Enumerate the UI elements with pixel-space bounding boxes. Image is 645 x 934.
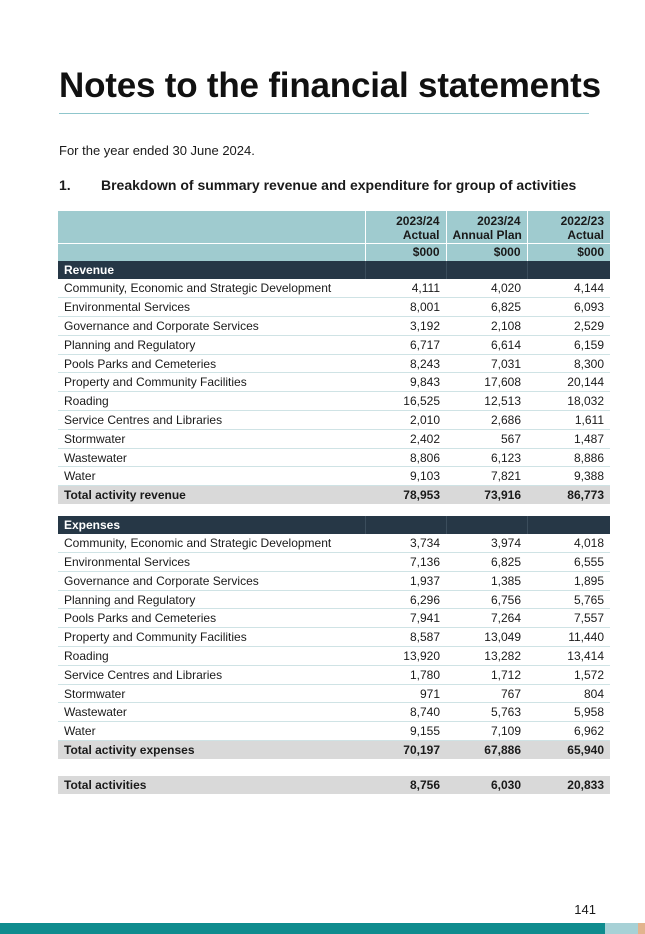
section-heading [59,177,576,193]
row-label: Pools Parks and Cemeteries [58,354,365,373]
row-label: Wastewater [58,703,365,722]
row-label: Roading [58,647,365,666]
table-row [58,571,610,590]
value-plan-2023-24: 6,123 [446,448,527,467]
row-label: Property and Community Facilities [58,373,365,392]
row-label: Pools Parks and Cemeteries [58,609,365,628]
value-actual-2022-23: 7,557 [527,609,610,628]
row-label: Total activity expenses [58,741,365,759]
value-plan-2023-24: 767 [446,684,527,703]
row-label: Governance and Corporate Services [58,571,365,590]
table-row [58,448,610,467]
value-plan-2023-24: 5,763 [446,703,527,722]
grand-total-row [58,776,610,794]
revenue-band [58,261,610,279]
value-actual-2022-23: 13,414 [527,647,610,666]
value-actual-2023-24: 8,587 [365,628,446,647]
row-label: Community, Economic and Strategic Development [58,279,365,298]
footer-accent [605,923,638,934]
revenue-band-label: Revenue [58,261,365,279]
value-plan-2023-24: 2,686 [446,411,527,430]
row-label: Environmental Services [58,553,365,572]
table-row [58,392,610,411]
value-actual-2023-24: 13,920 [365,647,446,666]
row-label: Total activities [58,776,365,794]
value-actual-2022-23: 20,833 [527,776,610,794]
units-blank-cell [58,243,365,261]
table-row [58,609,610,628]
value-actual-2022-23: 2,529 [527,317,610,336]
table-header-row [58,211,610,243]
value-actual-2023-24: 6,296 [365,590,446,609]
section-title: Breakdown of summary revenue and expenditure for group of activities [101,177,577,193]
value-actual-2022-23: 18,032 [527,392,610,411]
value-actual-2023-24: 9,843 [365,373,446,392]
value-plan-2023-24: 73,916 [446,486,527,504]
value-plan-2023-24: 17,608 [446,373,527,392]
value-actual-2022-23: 20,144 [527,373,610,392]
value-actual-2022-23: 8,300 [527,354,610,373]
value-plan-2023-24: 3,974 [446,534,527,553]
table-row [58,722,610,741]
value-actual-2023-24: 70,197 [365,741,446,759]
row-label: Planning and Regulatory [58,590,365,609]
value-actual-2023-24: 8,806 [365,448,446,467]
title-divider [59,113,589,114]
table-row [58,317,610,336]
value-plan-2023-24: 2,108 [446,317,527,336]
row-label: Water [58,467,365,486]
value-plan-2023-24: 6,825 [446,553,527,572]
value-actual-2023-24: 3,192 [365,317,446,336]
table-row [58,665,610,684]
value-actual-2022-23: 6,555 [527,553,610,572]
value-actual-2022-23: 1,611 [527,411,610,430]
value-actual-2023-24: 2,402 [365,429,446,448]
value-actual-2023-24: 4,111 [365,279,446,298]
unit-col-1: $000 [365,243,446,261]
value-actual-2022-23: 1,572 [527,665,610,684]
table-row [58,411,610,430]
value-actual-2022-23: 8,886 [527,448,610,467]
expenses-band-fill [365,516,446,534]
value-actual-2022-23: 4,018 [527,534,610,553]
table-row [58,590,610,609]
value-actual-2023-24: 3,734 [365,534,446,553]
section-number: 1. [59,177,71,193]
value-actual-2022-23: 86,773 [527,486,610,504]
page-title: Notes to the financial statements [59,66,601,105]
row-label: Planning and Regulatory [58,335,365,354]
unit-col-3: $000 [527,243,610,261]
value-plan-2023-24: 7,109 [446,722,527,741]
revenue-total-row [58,486,610,504]
table-row [58,429,610,448]
row-label: Roading [58,392,365,411]
table-row [58,467,610,486]
row-label: Water [58,722,365,741]
value-actual-2023-24: 1,937 [365,571,446,590]
value-plan-2023-24: 1,385 [446,571,527,590]
value-plan-2023-24: 13,282 [446,647,527,666]
value-actual-2022-23: 1,895 [527,571,610,590]
table-row [58,354,610,373]
revenue-band-fill [527,261,610,279]
expenses-band-fill [527,516,610,534]
row-label: Wastewater [58,448,365,467]
header-col-3: 2022/23 Actual [527,211,610,243]
table-row [58,335,610,354]
value-actual-2023-24: 8,756 [365,776,446,794]
table-row [58,373,610,392]
table-row [58,279,610,298]
value-actual-2023-24: 78,953 [365,486,446,504]
spacer-row [58,504,610,516]
value-plan-2023-24: 567 [446,429,527,448]
row-label: Stormwater [58,684,365,703]
row-label: Service Centres and Libraries [58,665,365,684]
header-blank-cell [58,211,365,243]
period-subtitle: For the year ended 30 June 2024. [59,143,255,158]
value-actual-2022-23: 6,093 [527,298,610,317]
value-actual-2022-23: 1,487 [527,429,610,448]
value-actual-2022-23: 65,940 [527,741,610,759]
value-plan-2023-24: 7,821 [446,467,527,486]
value-plan-2023-24: 12,513 [446,392,527,411]
table-row [58,647,610,666]
row-label: Property and Community Facilities [58,628,365,647]
revenue-band-fill [365,261,446,279]
footer-bar [0,923,605,934]
row-label: Community, Economic and Strategic Development [58,534,365,553]
expenses-band [58,516,610,534]
row-label: Service Centres and Libraries [58,411,365,430]
value-actual-2023-24: 7,941 [365,609,446,628]
unit-col-2: $000 [446,243,527,261]
value-plan-2023-24: 7,264 [446,609,527,628]
value-plan-2023-24: 6,825 [446,298,527,317]
spacer-row [58,759,610,776]
value-plan-2023-24: 1,712 [446,665,527,684]
row-label: Stormwater [58,429,365,448]
value-actual-2023-24: 8,243 [365,354,446,373]
table-row [58,684,610,703]
value-plan-2023-24: 6,030 [446,776,527,794]
value-actual-2023-24: 9,103 [365,467,446,486]
table-row [58,703,610,722]
table-row [58,298,610,317]
value-plan-2023-24: 13,049 [446,628,527,647]
header-col-2: 2023/24 Annual Plan [446,211,527,243]
header-col-1: 2023/24 Actual [365,211,446,243]
value-actual-2022-23: 5,765 [527,590,610,609]
value-actual-2023-24: 6,717 [365,335,446,354]
value-actual-2023-24: 8,001 [365,298,446,317]
value-actual-2023-24: 16,525 [365,392,446,411]
row-label: Environmental Services [58,298,365,317]
expenses-band-label: Expenses [58,516,365,534]
value-actual-2022-23: 9,388 [527,467,610,486]
value-actual-2022-23: 4,144 [527,279,610,298]
value-actual-2023-24: 2,010 [365,411,446,430]
revenue-band-fill [446,261,527,279]
value-actual-2022-23: 6,159 [527,335,610,354]
value-actual-2023-24: 7,136 [365,553,446,572]
value-actual-2023-24: 971 [365,684,446,703]
value-actual-2023-24: 9,155 [365,722,446,741]
activities-table [58,211,610,794]
table-row [58,553,610,572]
expenses-band-fill [446,516,527,534]
page-number: 141 [574,902,596,917]
table-units-row [58,243,610,261]
row-label: Total activity revenue [58,486,365,504]
table-row [58,534,610,553]
value-actual-2022-23: 5,958 [527,703,610,722]
table-row [58,628,610,647]
value-actual-2023-24: 1,780 [365,665,446,684]
value-actual-2022-23: 804 [527,684,610,703]
footer-accent-end [638,923,645,934]
value-actual-2023-24: 8,740 [365,703,446,722]
value-plan-2023-24: 6,614 [446,335,527,354]
value-plan-2023-24: 6,756 [446,590,527,609]
value-plan-2023-24: 67,886 [446,741,527,759]
value-plan-2023-24: 7,031 [446,354,527,373]
value-actual-2022-23: 6,962 [527,722,610,741]
row-label: Governance and Corporate Services [58,317,365,336]
value-actual-2022-23: 11,440 [527,628,610,647]
expenses-total-row [58,741,610,759]
value-plan-2023-24: 4,020 [446,279,527,298]
